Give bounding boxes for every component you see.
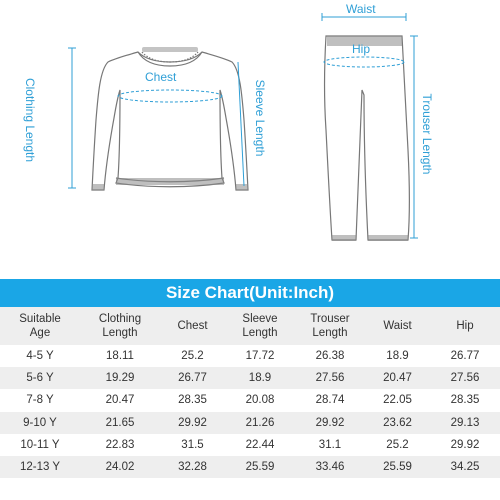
cell-sleeve-length: 17.72 [245,350,275,363]
cell-age: 4-5 Y [26,350,54,363]
cell-trouser-length: 28.74 [315,394,345,407]
cell-chest: 32.28 [178,461,207,474]
cell-trouser-length: 29.92 [315,416,345,429]
table-row [0,389,500,411]
cell-age: 12-13 Y [19,461,61,474]
header-suitable-age: Suitable Age [19,313,61,339]
cell-clothing-length: 18.11 [106,350,134,363]
trouser-length-label: Trouser Length [420,93,434,175]
header-hip: Hip [456,320,474,332]
cell-trouser-length: 31.1 [318,438,342,451]
cell-chest: 25.2 [181,350,204,363]
table-row [0,345,500,367]
cell-hip: 29.13 [450,416,480,429]
size-chart-title: Size Chart(Unit:Inch) [0,279,500,307]
cell-hip: 27.56 [450,372,480,385]
header-sleeve-length: Sleeve Length [242,313,278,339]
waist-label: Waist [346,2,376,16]
cell-chest: 28.35 [178,394,207,407]
cell-trouser-length: 26.38 [315,350,345,363]
cell-clothing-length: 20.47 [105,394,135,407]
cell-sleeve-length: 21.26 [245,416,275,429]
header-clothing-length: Clothing Length [98,313,142,339]
sleeve-length-label: Sleeve Length [253,79,267,157]
chest-label: Chest [145,70,177,84]
cell-waist: 25.2 [386,438,409,451]
hip-label: Hip [352,42,371,56]
table-row [0,434,500,456]
cell-sleeve-length: 25.59 [245,461,275,474]
cell-clothing-length: 24.02 [105,461,135,474]
clothing-length-label: Clothing Length [23,77,37,163]
shirt-drawing [92,47,248,190]
cell-trouser-length: 33.46 [315,461,345,474]
cell-hip: 34.25 [450,461,480,474]
cell-sleeve-length: 20.08 [245,394,275,407]
cell-age: 10-11 Y [20,438,60,451]
cell-trouser-length: 27.56 [315,372,345,385]
cell-age: 7-8 Y [26,394,54,407]
cell-waist: 25.59 [383,461,412,474]
header-chest: Chest [177,320,208,332]
cell-age: 9-10 Y [23,416,57,429]
cell-age: 5-6 Y [26,372,54,385]
cell-chest: 26.77 [178,372,207,385]
cell-waist: 20.47 [383,372,412,385]
cell-sleeve-length: 18.9 [248,372,272,385]
cell-chest: 29.92 [178,416,207,429]
table-row [0,367,500,389]
table-row [0,456,500,478]
header-trouser-length: Trouser Length [310,313,350,339]
cell-waist: 23.62 [383,416,412,429]
size-chart-table [0,307,500,478]
cell-clothing-length: 21.65 [105,416,135,429]
cell-waist: 22.05 [383,394,412,407]
header-waist: Waist [383,320,412,332]
cell-hip: 29.92 [450,438,480,451]
cell-waist: 18.9 [386,350,409,363]
table-row [0,412,500,434]
cell-hip: 28.35 [450,394,480,407]
cell-clothing-length: 19.29 [105,372,135,385]
cell-chest: 31.5 [181,438,204,451]
cell-sleeve-length: 22.44 [245,438,275,451]
table-header-row [0,307,500,345]
cell-clothing-length: 22.83 [105,438,135,451]
cell-hip: 26.77 [450,350,480,363]
